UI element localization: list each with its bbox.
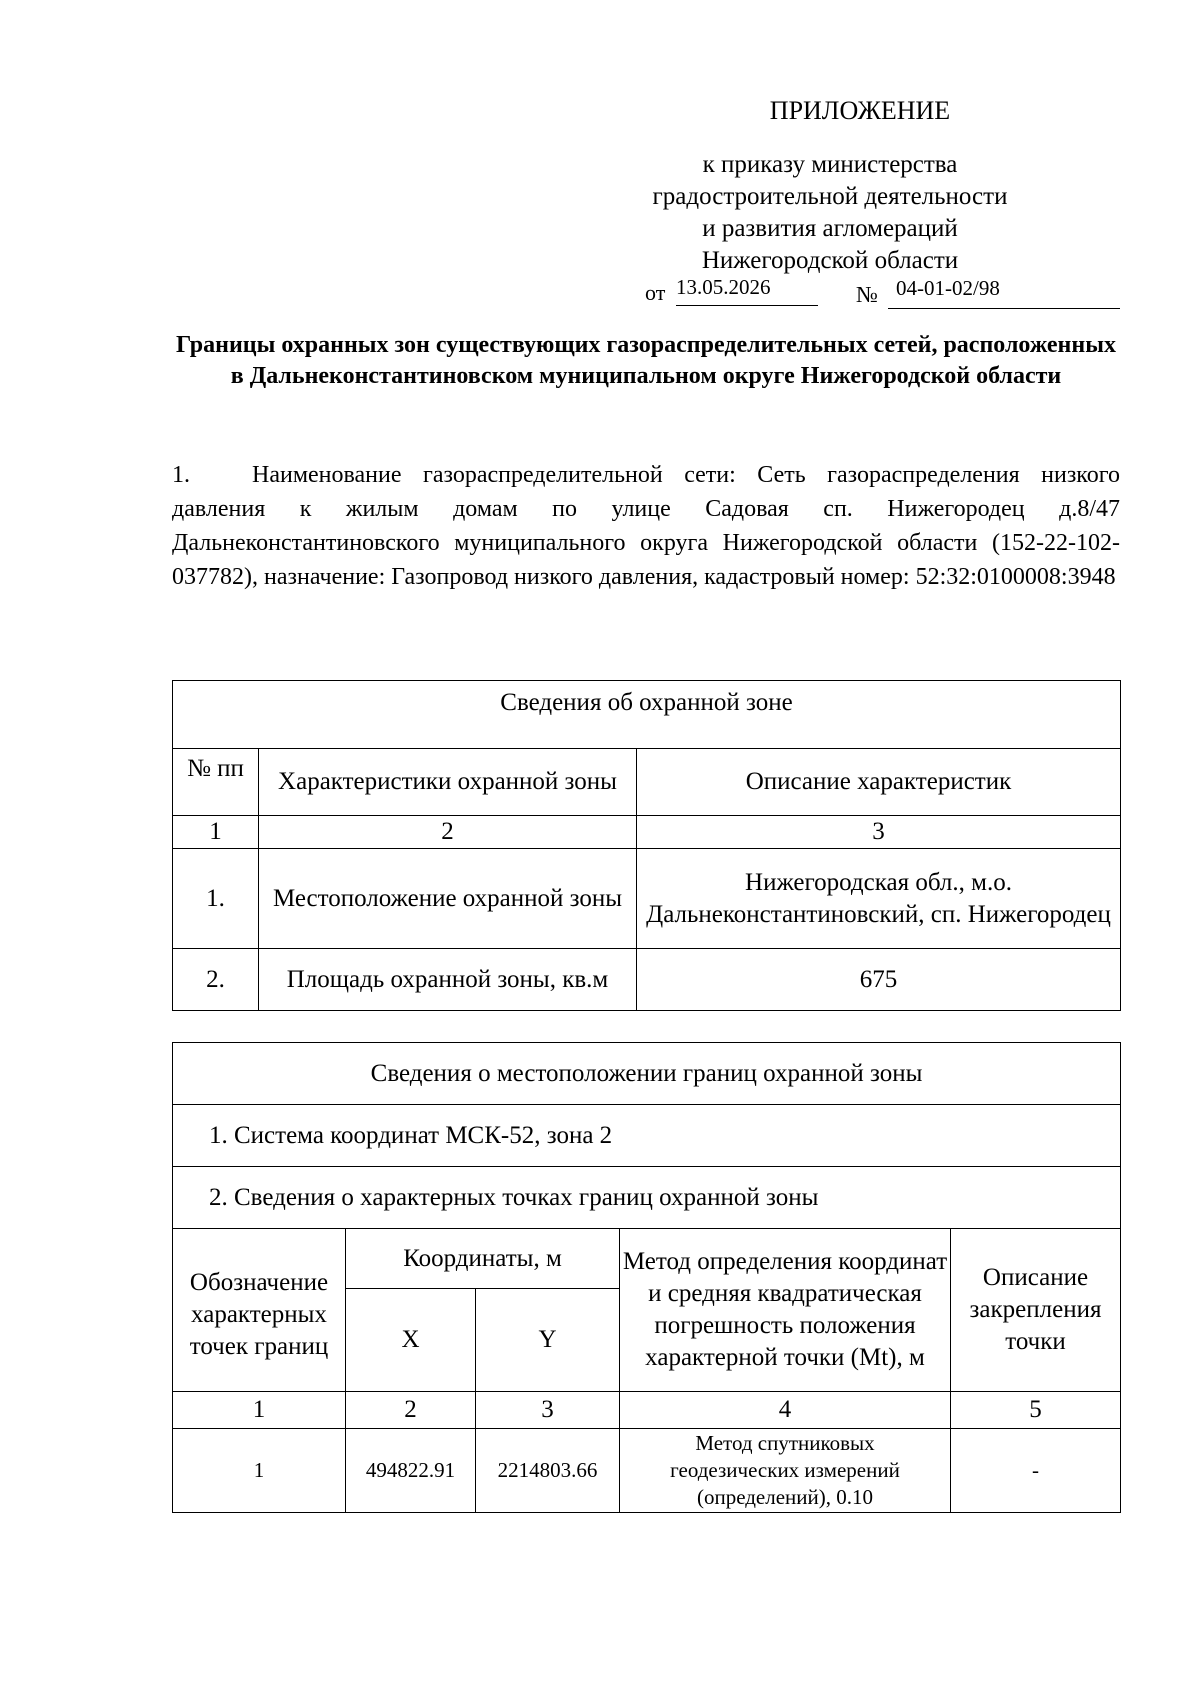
point-fixing: - — [951, 1429, 1121, 1513]
header-description: Описание характеристик — [637, 749, 1121, 816]
row-description: 675 — [637, 949, 1121, 1011]
col-number-2: 2 — [259, 816, 637, 849]
row-number: 1. — [173, 849, 259, 949]
point-method: Метод спутниковых геодезических измерений (определений), 0.10 — [620, 1429, 951, 1513]
header-number: № пп — [173, 749, 259, 816]
table-row — [173, 1429, 1121, 1513]
header-coordinates: Координаты, м — [346, 1229, 620, 1289]
col-number-5: 5 — [951, 1392, 1121, 1429]
table-row — [173, 949, 1121, 1011]
order-line-2: градостроительной деятельности — [652, 183, 1008, 210]
order-line-1: к приказу министерства — [702, 151, 958, 178]
paragraph-number: 1. — [172, 462, 190, 488]
row-number: 2. — [173, 949, 259, 1011]
order-date: 13.05.2026 — [676, 275, 771, 299]
col-number-4: 4 — [620, 1392, 951, 1429]
row-characteristic: Площадь охранной зоны, кв.м — [259, 949, 637, 1011]
col-number-1: 1 — [173, 816, 259, 849]
header-point: Обозначение характерных точек границ — [173, 1229, 346, 1392]
document-title: Границы охранных зон существующих газораспределительных сетей, расположенных в Дальнеконстантиновском муниципальном округе Нижегородской области — [176, 332, 1116, 389]
row-description: Нижегородская обл., м.о. Дальнеконстантиновский, сп. Нижегородец — [637, 849, 1121, 949]
point-x: 494822.91 — [346, 1429, 476, 1513]
network-description — [172, 458, 1120, 594]
location-table — [172, 1042, 1121, 1513]
header-fixing-description: Описание закрепления точки — [951, 1229, 1121, 1392]
zone-table-title: Сведения об охранной зоне — [173, 681, 1121, 749]
date-underline — [676, 305, 818, 306]
number-prefix: № — [856, 282, 878, 307]
col-number-2: 2 — [346, 1392, 476, 1429]
zone-info-table — [172, 680, 1121, 1011]
col-number-1: 1 — [173, 1392, 346, 1429]
col-number-3: 3 — [637, 816, 1121, 849]
appendix-title: ПРИЛОЖЕНИЕ — [769, 96, 951, 125]
order-line-4: Нижегородской области — [701, 247, 959, 274]
col-number-3: 3 — [476, 1392, 620, 1429]
points-title: 2. Сведения о характерных точках границ охранной зоны — [173, 1167, 1121, 1229]
date-prefix: от — [645, 280, 666, 305]
number-underline — [888, 308, 1120, 309]
point-y: 2214803.66 — [476, 1429, 620, 1513]
header-y: Y — [476, 1289, 620, 1392]
location-table-title: Сведения о местоположении границ охранной зоны — [173, 1043, 1121, 1105]
header-method: Метод определения координат и средняя квадратическая погрешность положения характерной точки (Mt), м — [620, 1229, 951, 1392]
table-row — [173, 849, 1121, 949]
header-x: X — [346, 1289, 476, 1392]
paragraph-text: Наименование газораспределительной сети: Сеть газораспределения низкого давления к жилым домам по улице Садовая сп. Нижегородец д.8/47 Дальнеконстантиновского муниципального округа Нижегородской области (152-22-102-037782), назначение: Газопровод низкого давления, кадастровый номер: 52:32:0100008:3948 — [172, 462, 1120, 590]
order-number: 04-01-02/98 — [896, 276, 1000, 300]
coordinate-system: 1. Система координат МСК-52, зона 2 — [173, 1105, 1121, 1167]
header-characteristics: Характеристики охранной зоны — [259, 749, 637, 816]
point-id: 1 — [173, 1429, 346, 1513]
order-line-3: и развития агломераций — [702, 215, 958, 242]
row-characteristic: Местоположение охранной зоны — [259, 849, 637, 949]
